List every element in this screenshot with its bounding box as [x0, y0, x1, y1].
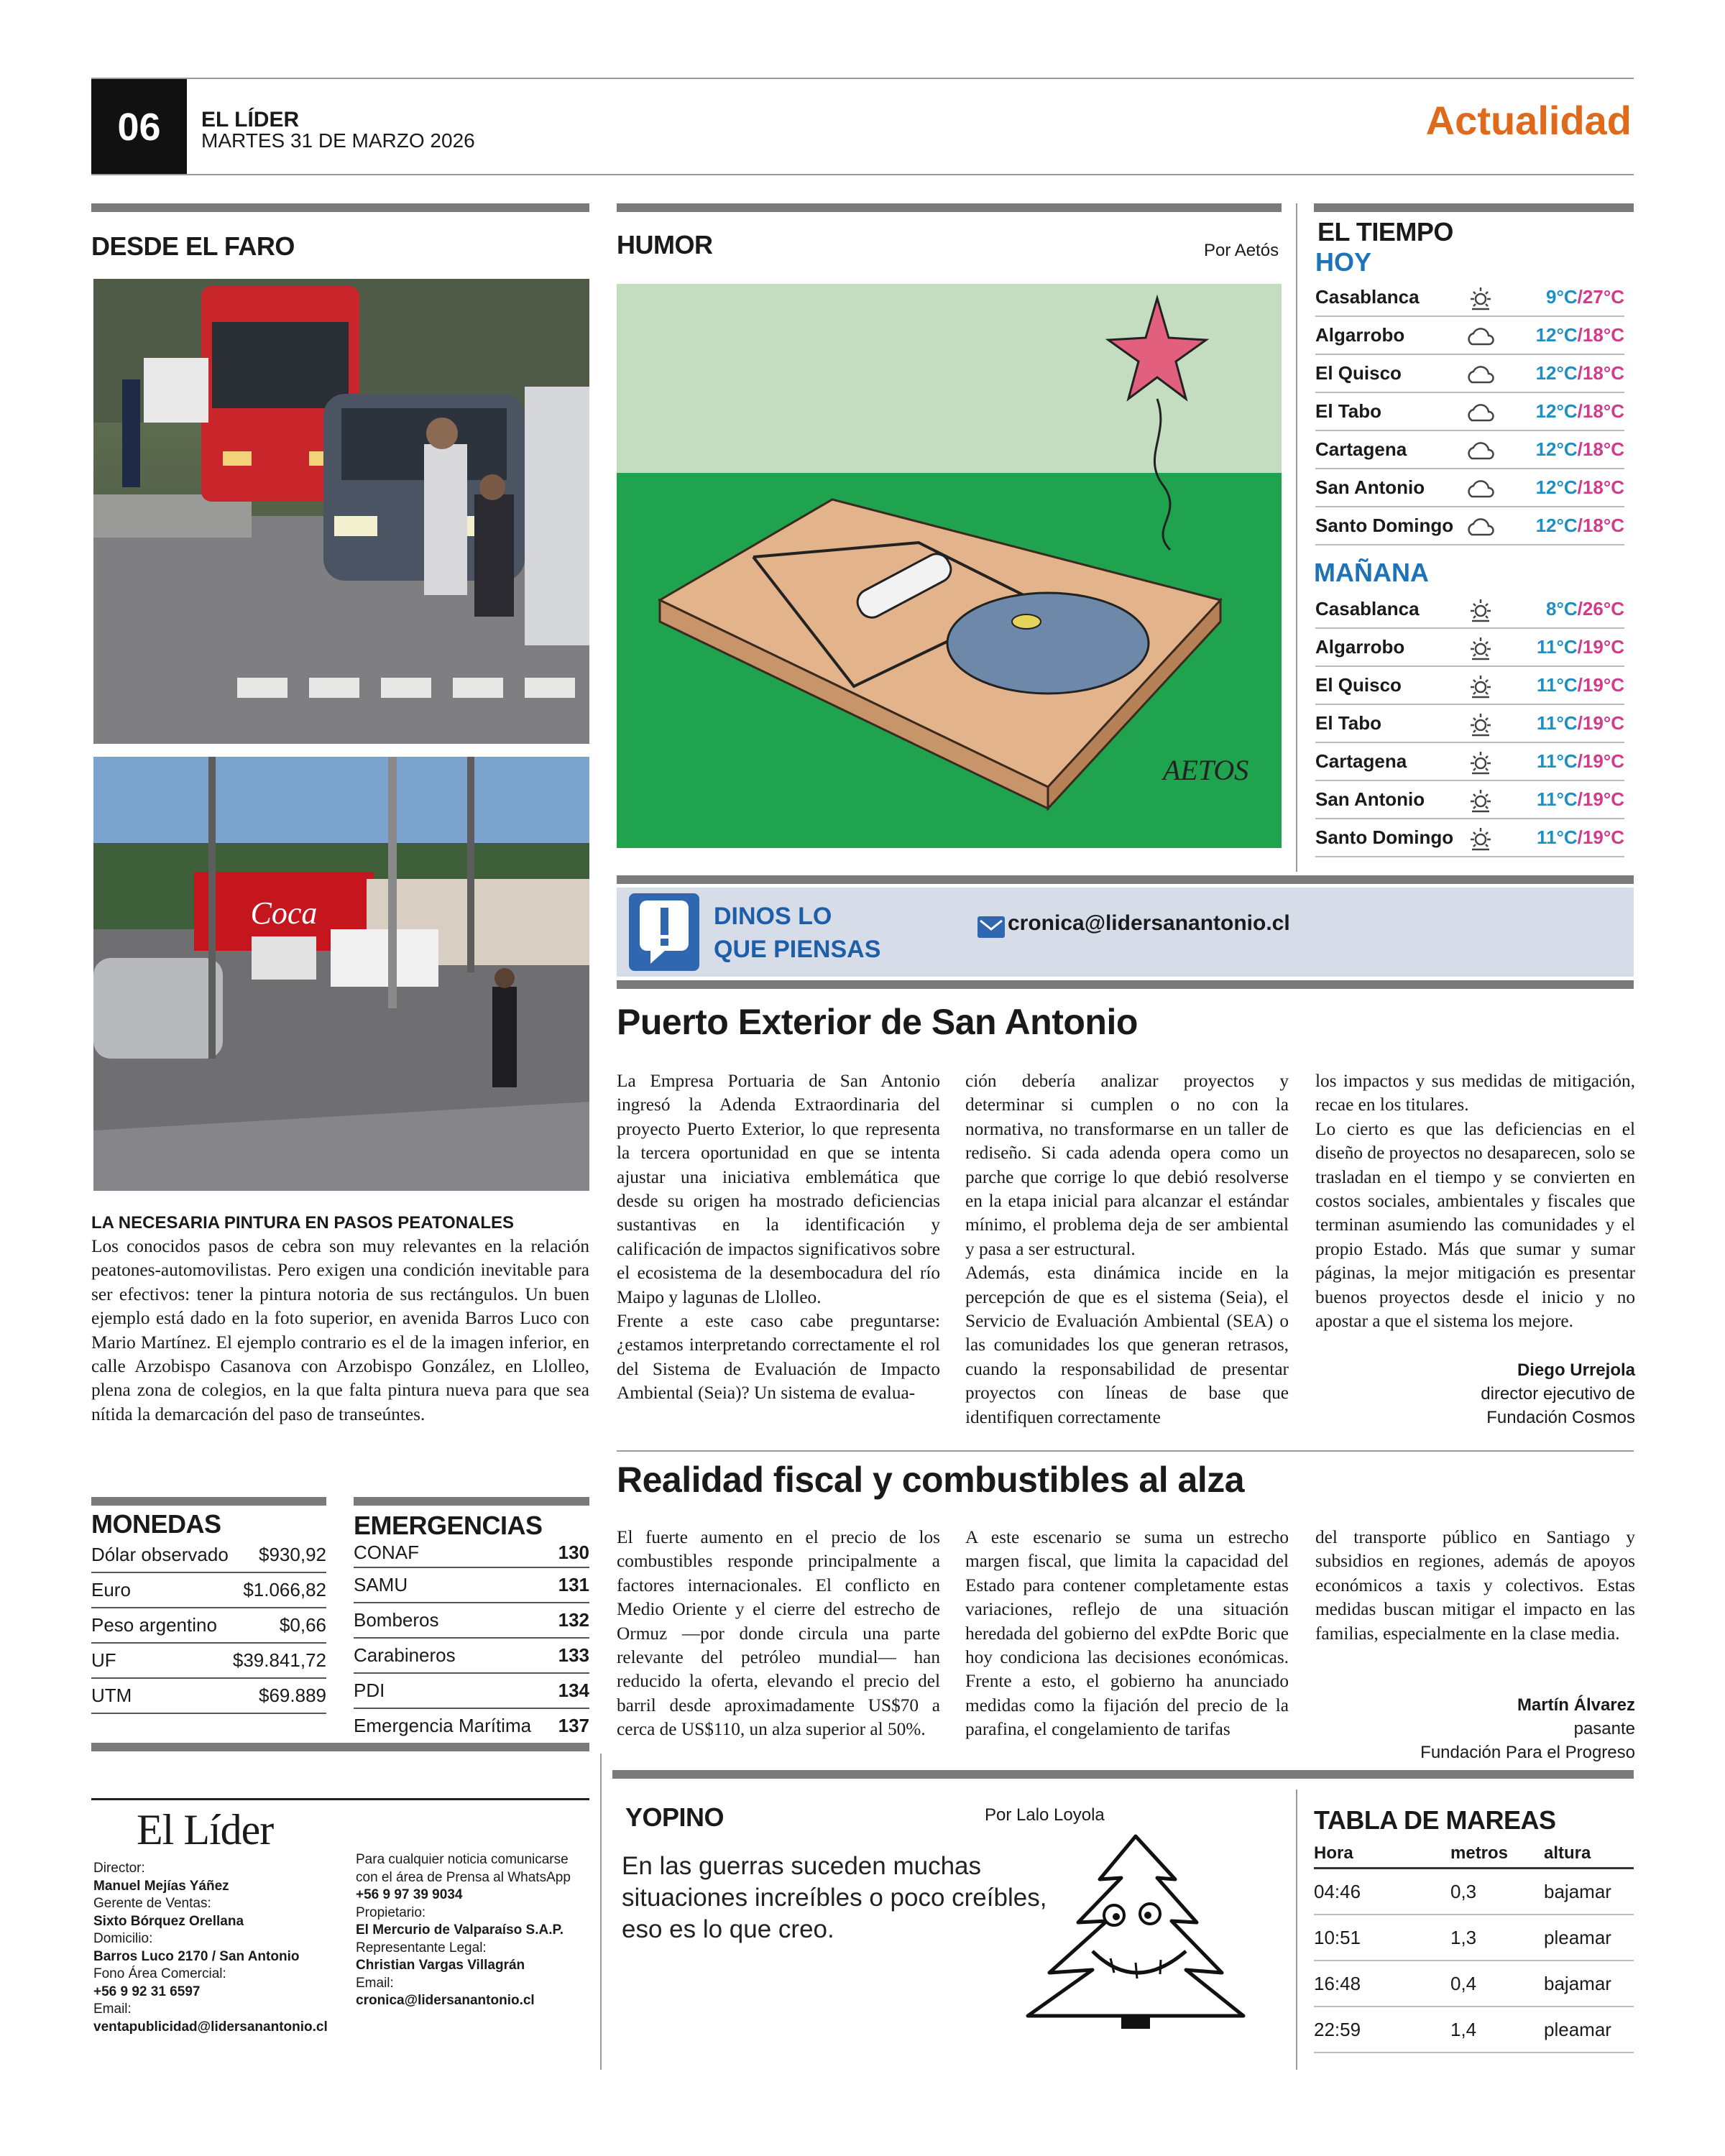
cloud-icon	[1465, 513, 1496, 539]
temp-max: 19°C	[1582, 712, 1624, 734]
contact-title	[714, 900, 880, 966]
masthead-left	[93, 1860, 331, 2036]
monedas-top-bar	[91, 1497, 326, 1506]
weather-city: Santo Domingo	[1315, 826, 1454, 848]
header-bottom-rule	[91, 174, 1634, 175]
temp-min: 12°C	[1535, 476, 1578, 498]
tides-col-metros: metros	[1450, 1843, 1509, 1863]
temp-max: 18°C	[1582, 400, 1624, 422]
weather-icon-wrap	[1459, 633, 1502, 662]
humor-top-bar	[617, 203, 1282, 212]
masthead-key: Propietario:	[356, 1904, 426, 1920]
masthead-key: Representante Legal:	[356, 1940, 487, 1955]
temp-max: 19°C	[1582, 636, 1624, 658]
caption-body: Los conocidos pasos de cebra son muy relevantes en la relación peatones-automovilistas. Pero exigen una condición inevitable para ser efectivos: tener la pintura notoria de sus rectángulos. Un buen ejemplo está dado en la foto superior, en avenida Barros Luco con Mario Martínez. El ejemplo contrario es el de la imagen inferior, en calle Arzobispo Casanova con Arzobispo González, en Llolleo, plena zona de colegios, en la que falta pintura nueva para que sea nítida la demarcación del paso de transeúntes.	[91, 1236, 589, 1424]
temp-sep: /	[1577, 712, 1583, 734]
article1-col2	[965, 1069, 1289, 1429]
weather-row	[1315, 355, 1624, 393]
weather-icon-wrap	[1459, 671, 1502, 700]
temp-min: 8°C	[1546, 598, 1578, 619]
temp-sep: /	[1577, 362, 1583, 384]
temp-min: 12°C	[1535, 324, 1578, 346]
sun-icon	[1466, 671, 1495, 700]
weather-city: Cartagena	[1315, 438, 1407, 460]
yopino-top-bar	[612, 1770, 1634, 1779]
temp-min: 11°C	[1537, 826, 1578, 848]
contact-bottom-bar	[617, 980, 1634, 989]
table-row	[1314, 2007, 1634, 2053]
sun-icon	[1466, 283, 1495, 312]
crosswalk-photo-top	[93, 279, 589, 744]
paper-date: MARTES 31 DE MARZO 2026	[201, 129, 475, 152]
tide-altura: bajamar	[1544, 1880, 1611, 1902]
paper-name: EL LÍDER	[201, 108, 300, 132]
tide-metros: 0,3	[1450, 1880, 1477, 1902]
tides-col-hora: Hora	[1314, 1843, 1353, 1863]
temp-min: 11°C	[1537, 674, 1578, 696]
emergency-number: 137	[558, 1715, 589, 1736]
weather-temps	[1502, 515, 1624, 537]
article2-col1: El fuerte aumento en el precio de los combustibles responde principalmente a factores internacionales. El conflicto en Medio Oriente y el cierre del estrecho de Ormuz —por donde circula una parte relevante del petróleo mundial— han reducido la oferta, elevando el precio del barril desde aproximadamente US$70 a cerca de US$110, un alza superior al 50%.	[617, 1527, 940, 1740]
weather-temps	[1502, 476, 1624, 499]
weather-temps	[1502, 750, 1624, 773]
currency-label: UF	[91, 1649, 116, 1671]
temp-sep: /	[1577, 750, 1583, 772]
yopino-quote: En las guerras suceden muchas situaciones increíbles o poco creíbles, eso es lo que creo.	[622, 1852, 1047, 1943]
caption-title: LA NECESARIA PINTURA EN PASOS PEATONALES	[91, 1213, 515, 1233]
currency-value: $930,92	[259, 1544, 326, 1565]
weather-top-bar	[1314, 203, 1634, 212]
temp-max: 18°C	[1582, 362, 1624, 384]
table-row	[1314, 1915, 1634, 1961]
weather-icon-wrap	[1459, 595, 1502, 624]
temp-sep: /	[1577, 400, 1583, 422]
masthead-key: Domicilio:	[93, 1931, 153, 1946]
masthead-value: +56 9 92 31 6597	[93, 1984, 201, 1999]
tide-altura: bajamar	[1544, 1972, 1611, 1994]
temp-sep: /	[1577, 438, 1583, 460]
weather-city: Casablanca	[1315, 598, 1420, 619]
contact-email[interactable]: cronica@lidersanantonio.cl	[1008, 911, 1290, 935]
weather-city: Santo Domingo	[1315, 515, 1454, 536]
article2-col2: A este escenario se suma un estrecho margen fiscal, que limita la capacidad del Estado para contener completamente estas variaciones, reflejo de una situación heredada del gobierno del exPdte Boric que hoy condiciona las decisiones económicas. Frente a esto, el gobierno ha anunciado medidas como la fijación del precio de la parafina, el congelamiento de tarifas	[965, 1527, 1289, 1740]
tide-metros: 0,4	[1450, 1972, 1477, 1994]
masthead-key: Director:	[93, 1861, 145, 1876]
table-row	[91, 1679, 326, 1714]
emergency-number: 130	[558, 1541, 589, 1563]
weather-row	[1315, 317, 1624, 355]
article-divider	[617, 1450, 1634, 1452]
table-row	[354, 1603, 589, 1639]
author-org: Fundación Para el Progreso	[1420, 1743, 1635, 1762]
author-name: Diego Urrejola	[1517, 1360, 1635, 1380]
weather-city: El Quisco	[1315, 362, 1402, 384]
article-paragraph: La Empresa Portuaria de San Antonio ingresó la Adenda Extraordinaria del proyecto Puerto Exterior, lo que representa la tercera oportunidad en que se intenta ajustar una iniciativa emblemática que desde su origen ha mostrado deficiencias sustantivas en la identificación y calificación de impactos significativos sobre el ecosistema de la desembocadura del río Maipo y lagunas de Llolleo.	[617, 1071, 940, 1307]
article1-col3	[1315, 1069, 1635, 1333]
article1-title: Puerto Exterior de San Antonio	[617, 1002, 1138, 1042]
emergency-number: 131	[558, 1574, 589, 1595]
article-paragraph: los impactos y sus medidas de mitigación, recae en los titulares.	[1315, 1071, 1635, 1115]
temp-min: 12°C	[1535, 400, 1578, 422]
temp-min: 9°C	[1546, 286, 1578, 308]
table-row	[91, 1573, 326, 1608]
temp-sep: /	[1577, 636, 1583, 658]
svg-text:Coca: Coca	[250, 895, 318, 931]
tide-altura: pleamar	[1544, 2018, 1611, 2040]
currency-value: $39.841,72	[232, 1649, 326, 1671]
cloud-icon	[1465, 323, 1496, 349]
weather-temps	[1502, 598, 1624, 620]
temp-max: 26°C	[1582, 598, 1624, 619]
temp-min: 11°C	[1537, 636, 1578, 658]
weather-city: El Tabo	[1315, 712, 1381, 734]
weather-temps	[1502, 636, 1624, 658]
temp-max: 19°C	[1582, 788, 1624, 810]
article-paragraph: Frente a este caso cabe preguntarse: ¿estamos interpretando correctamente el rol del Sistema de Evaluación de Impacto Ambiental (Seia)? Un sistema de evalua-	[617, 1311, 940, 1404]
cloud-icon	[1465, 475, 1496, 501]
column-divider	[600, 1754, 602, 2070]
currency-label: Dólar observado	[91, 1544, 229, 1565]
masthead-rule	[91, 1798, 589, 1800]
emergencias-heading: EMERGENCIAS	[354, 1511, 543, 1540]
weather-row	[1315, 393, 1624, 431]
weather-row	[1315, 279, 1624, 317]
weather-icon-wrap	[1459, 361, 1502, 387]
monedas-heading: MONEDAS	[91, 1509, 221, 1539]
weather-city: Algarrobo	[1315, 324, 1405, 346]
humor-heading: HUMOR	[617, 230, 713, 259]
header-top-rule	[91, 78, 1634, 79]
weather-icon-wrap	[1459, 399, 1502, 425]
emergencias-table	[354, 1538, 589, 1744]
emergency-label: PDI	[354, 1680, 385, 1701]
sun-icon	[1466, 595, 1495, 624]
monedas-table	[91, 1538, 326, 1714]
masthead-value: Sixto Bórquez Orellana	[93, 1913, 244, 1929]
emergency-label: Carabineros	[354, 1644, 456, 1666]
weather-temps	[1502, 438, 1624, 461]
contact-title-line: DINOS LO	[714, 903, 832, 930]
weather-city: El Quisco	[1315, 674, 1402, 696]
masthead-key: Gerente de Ventas:	[93, 1896, 211, 1911]
cloud-icon	[1465, 399, 1496, 425]
weather-city: San Antonio	[1315, 476, 1425, 498]
crosswalk-photo-bottom	[93, 757, 589, 1191]
weather-city: Cartagena	[1315, 750, 1407, 772]
temp-max: 18°C	[1582, 476, 1624, 498]
table-row	[354, 1568, 589, 1603]
table-row	[91, 1608, 326, 1644]
temp-max: 27°C	[1582, 286, 1624, 308]
sun-icon	[1466, 786, 1495, 814]
weather-temps	[1502, 286, 1624, 308]
sun-icon	[1466, 709, 1495, 738]
masthead-value: El Mercurio de Valparaíso S.A.P.	[356, 1922, 564, 1938]
weather-icon-wrap	[1459, 709, 1502, 738]
author-org: Fundación Cosmos	[1486, 1408, 1635, 1427]
tide-metros: 1,4	[1450, 2018, 1477, 2040]
section-name: Actualidad	[1425, 98, 1632, 143]
yopino-heading: YOPINO	[625, 1802, 724, 1832]
pine-tree-cartoon	[1013, 1829, 1261, 2030]
currency-label: Peso argentino	[91, 1614, 217, 1636]
temp-max: 19°C	[1582, 826, 1624, 848]
weather-row	[1315, 781, 1624, 819]
humor-cartoon	[617, 284, 1282, 848]
masthead-value: Barros Luco 2170 / San Antonio	[93, 1948, 300, 1964]
sun-icon	[1466, 633, 1495, 662]
emergency-number: 134	[558, 1680, 589, 1701]
weather-city: Algarrobo	[1315, 636, 1405, 658]
tides-header-row	[1314, 1840, 1634, 1869]
weather-row	[1315, 819, 1624, 857]
tide-hora: 16:48	[1314, 1972, 1361, 1994]
weather-row	[1315, 507, 1624, 545]
tide-hora: 22:59	[1314, 2018, 1361, 2040]
column-divider	[1296, 203, 1297, 872]
contact-title-line: QUE PIENSAS	[714, 936, 881, 963]
masthead-key: Email:	[93, 2001, 132, 2017]
weather-temps	[1502, 400, 1624, 423]
table-row	[91, 1644, 326, 1679]
yopino-byline: Por Lalo Loyola	[985, 1805, 1105, 1825]
masthead-intro: con el área de Prensa al WhatsApp	[356, 1869, 571, 1885]
temp-max: 18°C	[1582, 324, 1624, 346]
temp-sep: /	[1577, 598, 1583, 619]
currency-label: Euro	[91, 1579, 131, 1600]
temp-min: 12°C	[1535, 438, 1578, 460]
weather-temps	[1502, 788, 1624, 811]
tides-table	[1314, 1840, 1634, 2053]
temp-max: 19°C	[1582, 674, 1624, 696]
weather-heading: EL TIEMPO	[1317, 217, 1453, 247]
temp-max: 19°C	[1582, 750, 1624, 772]
table-row	[91, 1538, 326, 1573]
weather-icon-wrap	[1459, 747, 1502, 776]
masthead-value[interactable]: ventapublicidad@lidersanantonio.cl	[93, 2019, 328, 2035]
weather-row	[1315, 469, 1624, 507]
masthead-logo: El Líder	[137, 1806, 274, 1853]
temp-min: 11°C	[1537, 712, 1578, 734]
currency-value: $69.889	[259, 1685, 326, 1706]
masthead-value[interactable]: cronica@lidersanantonio.cl	[356, 1993, 535, 2008]
faro-top-bar	[91, 203, 589, 212]
temp-sep: /	[1577, 324, 1583, 346]
page-number: 06	[91, 79, 187, 175]
table-row	[354, 1709, 589, 1744]
masthead-key: Email:	[356, 1975, 394, 1991]
author-role: director ejecutivo de	[1481, 1384, 1635, 1404]
weather-city: El Tabo	[1315, 400, 1381, 422]
exclamation-icon	[629, 893, 699, 971]
weather-row	[1315, 705, 1624, 743]
temp-sep: /	[1577, 788, 1583, 810]
temp-min: 12°C	[1535, 515, 1578, 536]
weather-icon-wrap	[1459, 513, 1502, 539]
masthead-value: Manuel Mejías Yáñez	[93, 1878, 229, 1894]
author-name: Martín Álvarez	[1517, 1695, 1635, 1715]
emergencias-top-bar	[354, 1497, 589, 1506]
weather-row	[1315, 591, 1624, 629]
cartoon-signature: AETOS	[1163, 754, 1249, 786]
sun-icon	[1466, 747, 1495, 776]
article2-title: Realidad fiscal y combustibles al alza	[617, 1460, 1245, 1500]
masthead-intro: Para cualquier noticia comunicarse	[356, 1852, 569, 1867]
tide-hora: 04:46	[1314, 1880, 1361, 1902]
currency-value: $0,66	[279, 1614, 326, 1636]
article2-col3: del transporte público en Santiago y subsidios en regiones, además de apoyos económicos a taxis y colectivos. Estas medidas buscan mitigar el impacto en las familias, especialmente en la clase media.	[1315, 1527, 1635, 1644]
temp-sep: /	[1577, 674, 1583, 696]
temp-min: 11°C	[1537, 788, 1578, 810]
tide-altura: pleamar	[1544, 1926, 1611, 1948]
weather-today-list	[1315, 279, 1624, 545]
emergency-number: 133	[558, 1644, 589, 1666]
weather-temps	[1502, 362, 1624, 384]
weather-temps	[1502, 712, 1624, 734]
temp-sep: /	[1577, 826, 1583, 848]
temp-min: 11°C	[1537, 750, 1578, 772]
emergency-label: SAMU	[354, 1574, 408, 1595]
tide-metros: 1,3	[1450, 1926, 1477, 1948]
article-paragraph: Además, esta dinámica incide en la percepción de que es el sistema (Seia), el Servicio de Evaluación Ambiental (SEA) o las comunidades los que generan retrasos, cuando la responsabilidad de presentar proyectos con líneas de base que identifiquen correctamente	[965, 1263, 1289, 1427]
faro-heading: DESDE EL FARO	[91, 231, 295, 261]
article1-signature	[1315, 1358, 1635, 1429]
weather-today-label: HOY	[1315, 247, 1372, 277]
emergency-label: CONAF	[354, 1541, 419, 1563]
masthead-key: Fono Área Comercial:	[93, 1966, 226, 1981]
cloud-icon	[1465, 437, 1496, 463]
contact-top-bar	[617, 875, 1634, 884]
temp-max: 18°C	[1582, 438, 1624, 460]
weather-city: San Antonio	[1315, 788, 1425, 810]
temp-max: 18°C	[1582, 515, 1624, 536]
temp-min: 12°C	[1535, 362, 1578, 384]
tide-hora: 10:51	[1314, 1926, 1361, 1948]
temp-sep: /	[1577, 286, 1583, 308]
weather-city: Casablanca	[1315, 286, 1420, 308]
table-row	[1314, 1961, 1634, 2007]
article1-col1	[617, 1069, 940, 1406]
currency-value: $1.066,82	[243, 1579, 326, 1600]
weather-temps	[1502, 826, 1624, 849]
mail-icon	[978, 916, 1005, 938]
cloud-icon	[1465, 361, 1496, 387]
temp-sep: /	[1577, 515, 1583, 536]
weather-row	[1315, 743, 1624, 781]
weather-tomorrow-label: MAÑANA	[1314, 558, 1429, 587]
masthead-value: Christian Vargas Villagrán	[356, 1958, 525, 1973]
weather-temps	[1502, 674, 1624, 696]
article-paragraph: Lo cierto es que las deficiencias en el diseño de proyectos no desaparecen, solo se trasladan en el tiempo y se convierten en costos sociales, ambientales y fiscales que terminan asumiendo las comunidades y el propio Estado. Más que sumar y sumar páginas, la mejor mitigación es presentar buenos proyectos desde el inicio y no apostar a que el sistema los mejore.	[1315, 1118, 1635, 1332]
table-row	[354, 1674, 589, 1709]
weather-temps	[1502, 324, 1624, 346]
sun-icon	[1466, 824, 1495, 852]
emergency-number: 132	[558, 1609, 589, 1631]
weather-icon-wrap	[1459, 475, 1502, 501]
table-row	[354, 1538, 589, 1568]
humor-byline: Por Aetós	[1204, 241, 1279, 260]
weather-tomorrow-list	[1315, 591, 1624, 857]
temp-sep: /	[1577, 476, 1583, 498]
tides-rows	[1314, 1869, 1634, 2053]
currency-label: UTM	[91, 1685, 132, 1706]
whatsapp-number: +56 9 97 39 9034	[356, 1887, 463, 1902]
article2-signature	[1315, 1693, 1635, 1764]
tides-col-altura: altura	[1544, 1843, 1591, 1863]
weather-icon-wrap	[1459, 786, 1502, 814]
weather-icon-wrap	[1459, 824, 1502, 852]
weather-row	[1315, 629, 1624, 667]
author-role: pasante	[1573, 1719, 1635, 1738]
column-divider	[1296, 1789, 1297, 2070]
emergency-label: Emergencia Marítima	[354, 1715, 532, 1736]
weather-icon-wrap	[1459, 437, 1502, 463]
weather-row	[1315, 431, 1624, 469]
article-paragraph: ción debería analizar proyectos y determinar si cumplen o no con la normativa, no transformarse en un taller de rediseño. Si cada adenda opera como un parche que corrige lo que debió resolverse en la etapa inicial para alcanzar el estándar mínimo, el problema deja de ser ambiental y pasa a ser estructural.	[965, 1071, 1289, 1259]
masthead-right	[356, 1851, 593, 2010]
weather-row	[1315, 667, 1624, 705]
table-row	[354, 1639, 589, 1674]
tides-heading: TABLA DE MAREAS	[1314, 1805, 1556, 1835]
weather-icon-wrap	[1459, 283, 1502, 312]
weather-icon-wrap	[1459, 323, 1502, 349]
table-row	[1314, 1869, 1634, 1915]
monedas-bottom-bar	[91, 1743, 589, 1751]
emergency-label: Bomberos	[354, 1609, 439, 1631]
